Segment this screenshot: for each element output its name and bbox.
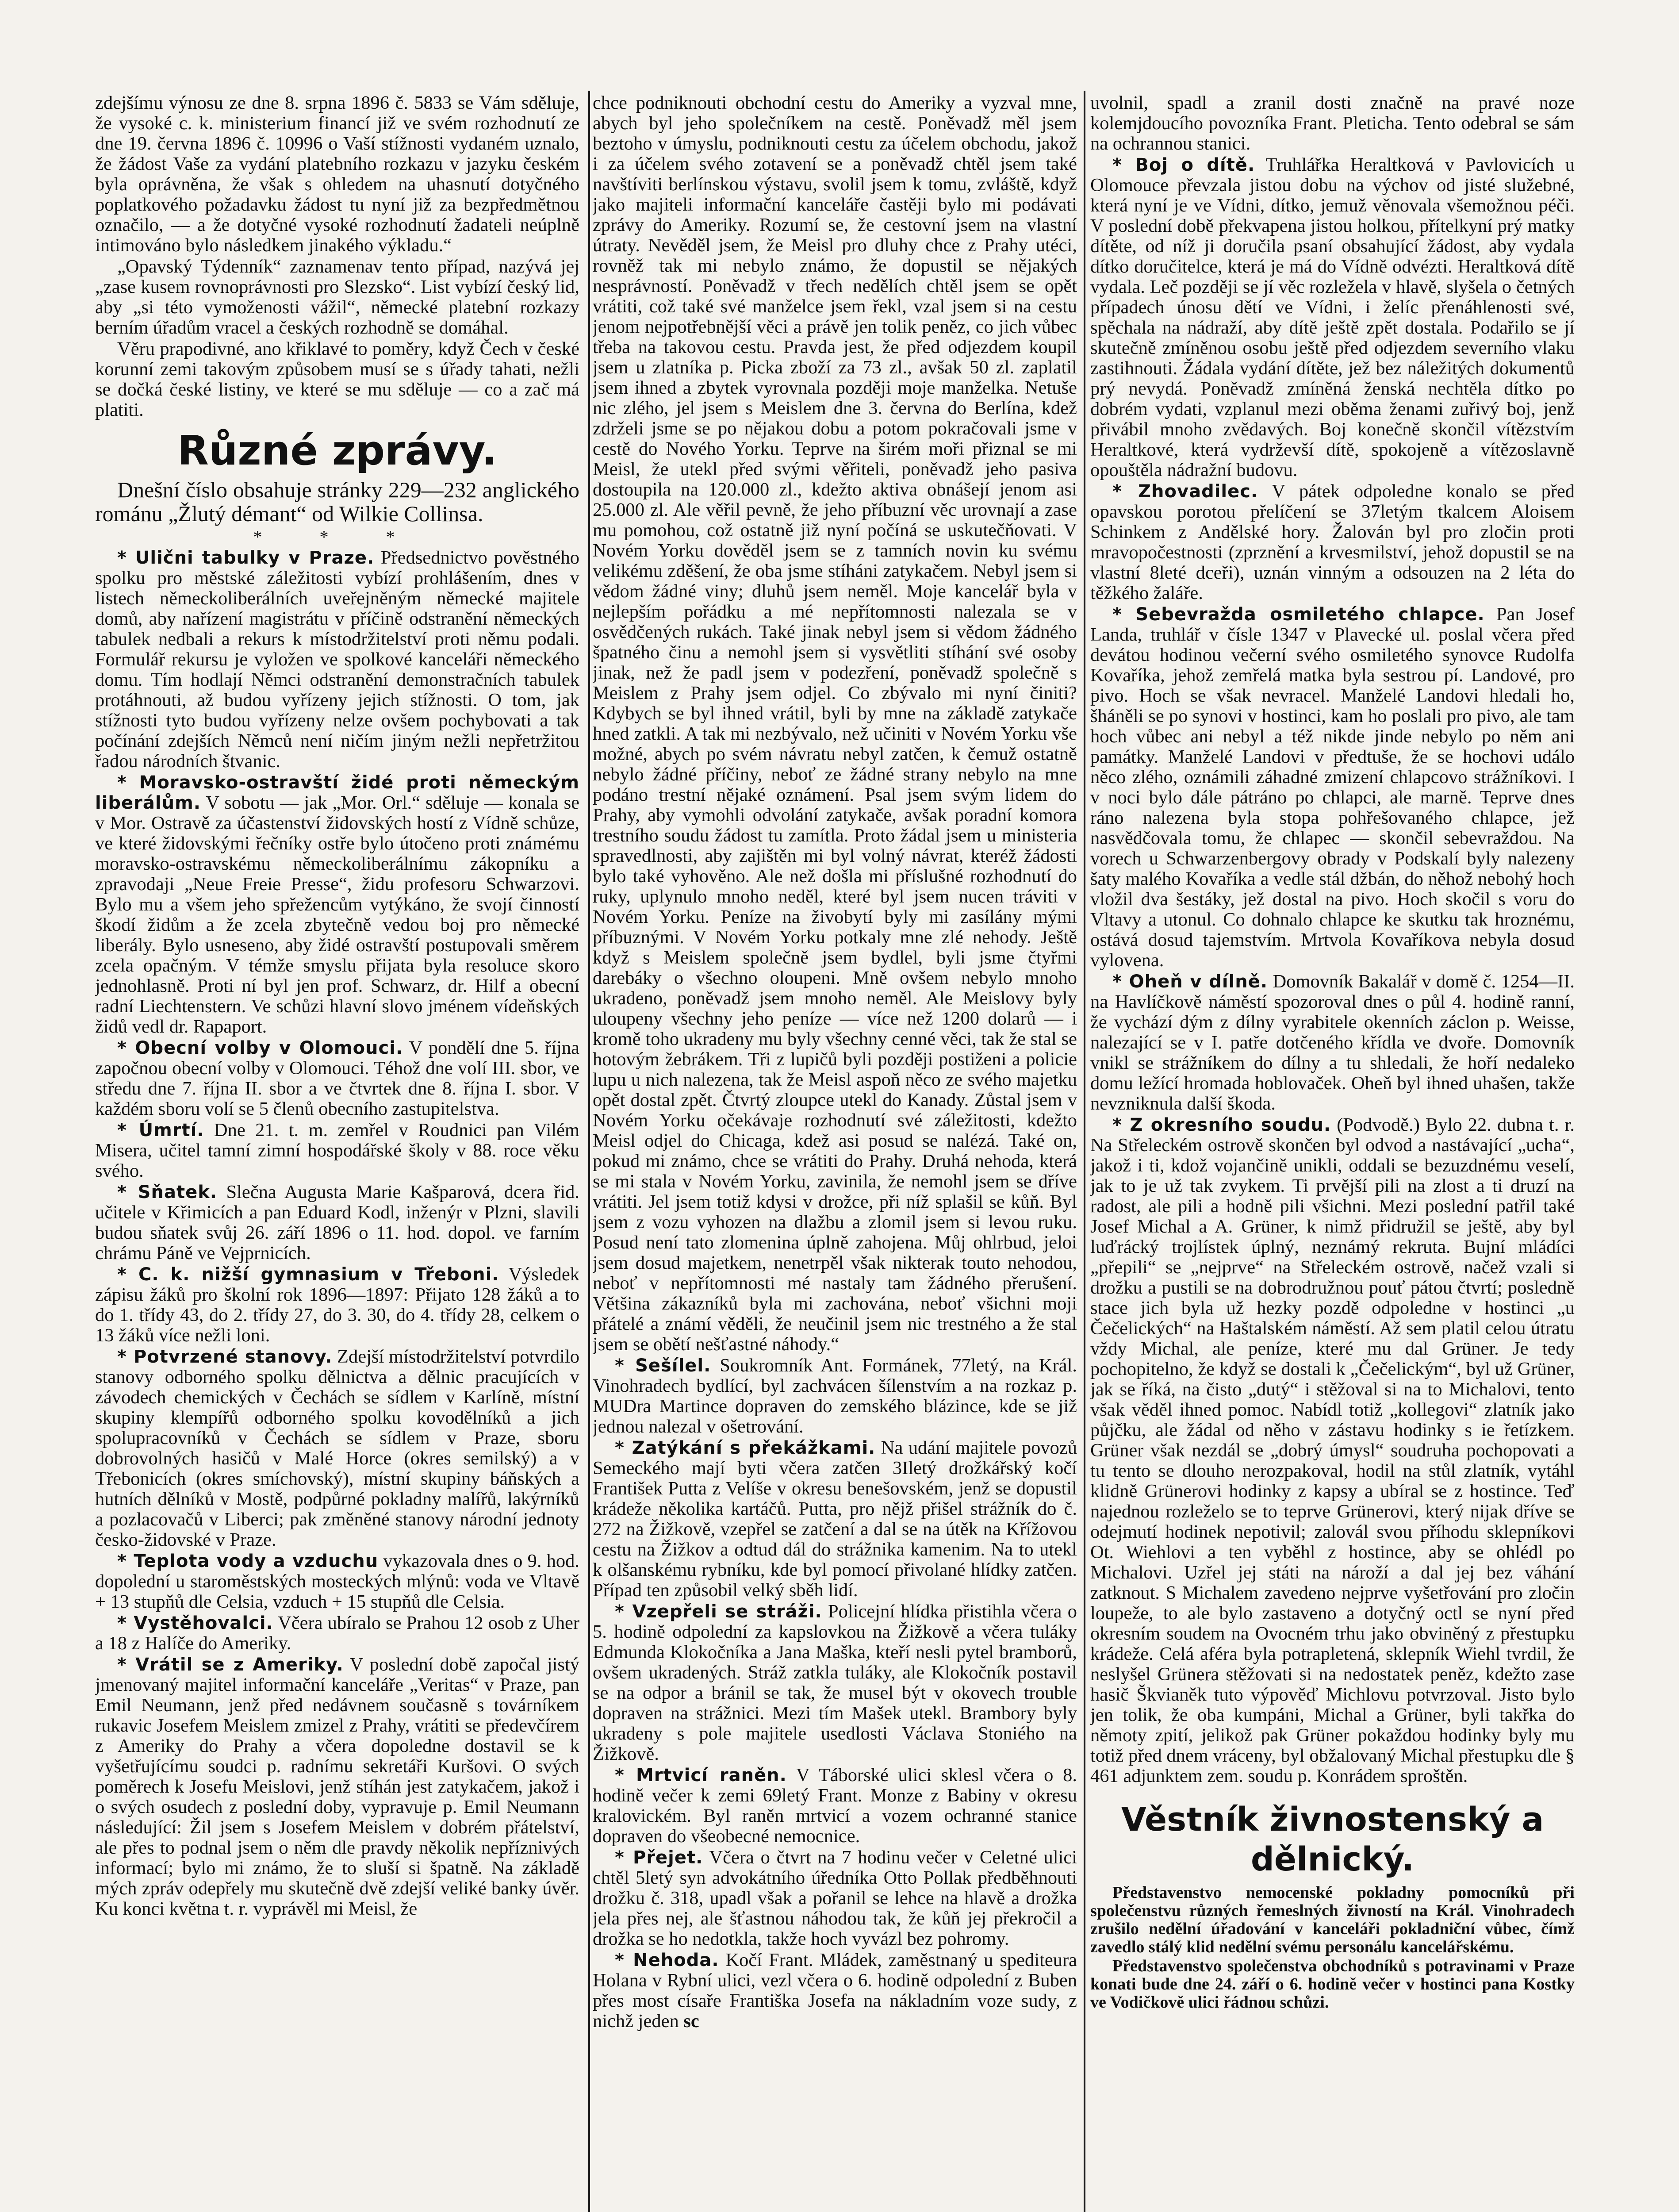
news-text: Domovník Bakalář v domě č. 1254—II. na Havlíčkově náměstí spozoroval dnes o půl 4. hodině ranní, že vychází dým z dílny vyrabitele okenních záclon p. Weisse, nalezající se v I. patře dotčeného křídla ve dvoře. Domovník vnikl se strážníkem do dílny a tu shledali, že hoří nedaleko domu ležící hromada hoblovaček. Oheň byl ihned uhašen, takže nevzniknula další škoda. xyxy=(1090,971,1575,1114)
news-headline: * C. k. nižší gymnasium v Třeboni. xyxy=(117,1264,499,1285)
news-text: Na udání majitele povozů Semeckého mají byti včera zatčen 3Iletý drožkářský kočí František Putta z Velíše v okresu benešovském, jenž se dopustil krádeže několika kartáčů. Putta, pro nějž přišel strážník do č. 272 na Žižkově, vzepřel se zatčení a dal se na útěk na Křížovou cestu na Žižkov a odtud dál do strážnika kamenim. Na to utekl k olšanskému rybníku, kde byl pomocí přivolané hlídky zatčen. Případ ten způsobil velký sběh lidí. xyxy=(593,1437,1077,1601)
news-headline: * Z okresního soudu. xyxy=(1112,1115,1331,1135)
news-text: Představenstvo nemocenské pokladny pomocníků při společenstvu různých řemeslných živností na Král. Vinohradech zrušilo nedělní úřadování v kanceláři pokladniční vůbec, čímž zavedlo stálý klid nedělní svému personálu kancelářskému. xyxy=(1090,1883,1575,1956)
news-text: Policejní hlídka přistihla včera o 5. hodině odpolední za kapslovkou na Žižkově a včera tuláky Edmunda Klokočníka a Jana Maška, kteří nesli pytel bramborů, ovšem ukradených. Stráž zatkla tuláky, ale Klokočník postavil se na odpor a bránil se tak, že musel být v okovech trouble dopraven na strážnici. Mezi tím Mašek utekl. Brambory byly ukradeny s pole majitele usedlosti Václava Stoniého na Žižkově. xyxy=(593,1601,1077,1764)
news-text: (Podvodě.) Bylo 22. dubna t. r. Na Střeleckém ostrově skončen byl odvod a nastávající „ucha“, jakož i ti, kdož vojančině unikli, oddali se bezuzdnému veselí, jak to je už tak zvykem. Ti prvější pili na zlost a ti druzí na radost, ale pili a hodně pili všichni. Mezi poslední patřil také Josef Michal a A. Grüner, k nimž přidružil se ještě, aby byl luďrácký trojlístek úplný, neznámý rekruta. Bujní mládíci „přepili“ se „nejprve“ na Střeleckém ostrově, načež vzali si drožku a pustili se na dobrodružnou pouť pátou čtvrtí; posledně stace jich byla už hezky pozdě odpoledne v hostinci „u Čečelických“ na Haštalském náměstí. Až sem platil celou útratu vždy Michal, ale peníze, které mu dal Grüner. Je tedy pochopitelno, že když se dostali k „Čečelickým“, byl už Grüner, jak se říká, na čisto „dutý“ i stěžoval si na to Michalovi, tento však věděl ihned pomoc. Nabídl totiž „kollegovi“ zlatník jako půjčku, ale žádal od něho v zástavu hodinky s ie řetízkem. Grüner však nezdál se „dobrý úmysl“ soudruha pochopovati a tu tento se dlouho nerozpakoval, hodil na stůl zlatník, vytáhl klidně Grünerovi hodinky z kapsy a ubíral se z hostince. Teď najednou rozleželo se to teprve Grünerovi, který nijak dříve se odejmutí hodinek nepotivil; zalovál svou příhodu sklepníkovi Ot. Wiehlovi a ten vyběhl z hostince, aby se ohlédl po Michalovi. Uzřel jej státi na nároží a dal jej bez váhání zatknout. S Michalem zavedeno nejprve vyšetřování pro zločin loupeže, to ale bylo zastaveno a dotyčný octl se nyní před okresním soudem na Ovocném trhu jako obviněný z přestupku krádeže. Celá aféra byla potrapletená, sklepník Wiehl tvrdil, že neslyšel Grünera stěžovati si na nedostatek peněz, kdežto zase hasič Škvianěk tuto výpověď Michlovu potvrzoval. Jisto bylo jen tolik, že oba kumpáni, Michal a Grüner, byli takřka do němoty zpití, jelikož pak Grüner pokaždou hodinky byly mu totiž před dnem vráceny, byl obžalovaný Michal přestupku dle § 461 adjunktem zem. soudu p. Konrádem sproštěn. xyxy=(1090,1114,1575,1786)
news-text: Slečna Augusta Marie Kašparová, dcera řid. učitele v Křimicích a pan Eduard Kodl, inženýr v Plzni, slavili budou sňatek svůj 26. září 1896 o 11. hod. dopol. ve farním chrámu Páně ve Vejprnicích. xyxy=(95,1182,579,1263)
news-headline: * Potvrzené stanovy. xyxy=(117,1347,333,1367)
news-text: Zdejší místodržitelství potvrdilo stanovy odborného spolku dělnictva a dělnic pracujících v závodech chemických v Čechách se sídlem v Karlíně, místní skupiny klempířů odborného spolku kovodělníků a jich spolupracovníků v Čechách se sídlem v Praze, sboru dobrovolných hasičů v Malé Horce (okres semilský) a v Třebonicích (okres smíchovský), místní skupiny báňských a hutních dělníků v Mostě, podpůrné pokladny malířů, lakýrníků a pozlacovačů v Liberci; pak změněné stanovy národní jednoty česko-židovské v Praze. xyxy=(95,1346,579,1550)
news-text: Předsednictvo pověstného spolku pro městské záležitosti vybízí prohlášením, dnes v listech německoliberálních uveřejněným německé majitele domů, aby nařízení magistrátu v příčině odstranění německých tabulek nedbali a rekurs k místodržitelství proti němu podali. Formulář rekursu je vyložen ve spolkové kanceláři německého domu. Tím hodlají Němci odstranění demonstračních tabulek protáhnouti, až budou vyřízeny jejich stížnosti. O tom, jak stížnosti tyto budou vyřízeny nelze ovšem pochybovati a tak počínání zdejších Němců není ničím jiným nežli nepřetržitou řadou národních štvanic. xyxy=(95,547,579,772)
news-headline: * Vystěhovalci. xyxy=(117,1613,273,1633)
news-headline: * Vzepřeli se stráži. xyxy=(615,1601,822,1622)
news-headline: * Sešílel. xyxy=(615,1356,711,1376)
column-rule xyxy=(1084,91,1085,2212)
page-number: sc xyxy=(683,2011,699,2032)
article-text: zdejšímu výnosu ze dne 8. srpna 1896 č. 5833 se Vám sděluje, že vysoké c. k. ministerium financí již ve svém rozhodnutí ze dne 19. června 1896 č. 10996 o Vaší stížnosti vydaném uznalo, že žádost Vaše za vydání platebního rozkazu v jazyku českém byla oprávněna, že však s ohledem na uhasnutí dotyčného poplatkového požadavku žádost tu nyní již za bezpředmětnou označilo, — a že dotyčné vysoké rozhodnutí žadateli neúplně intimováno bylo následkem jinakého výkladu.“ xyxy=(95,93,579,256)
news-text: Představenstvo společenstva obchodníků s potravinami v Praze konati bude dne 24. září o 6. hodině večer v hostinci pana Kostky ve Vodičkově ulici řádnou schůzi. xyxy=(1090,1957,1575,2012)
news-headline: * Teplota vody a vzduchu xyxy=(117,1551,379,1571)
news-text: Kočí Frant. Mládek, zaměstnaný u spediteura Holana v Rybní ulici, vezl včera o 6. hodině odpolední z Buben přes most císaře Františka Josefa na nákladním voze sudy, z nichž jeden xyxy=(593,1950,1077,2032)
news-text: Výsledek zápisu žáků pro školní rok 1896—1897: Přijato 128 žáků a to do 1. třídy 43, do 2. třídy 27, do 3. 30, do 4. třídy 28, celkem o 13 žáků více nežli loni. xyxy=(95,1264,579,1346)
news-headline: * Nehoda. xyxy=(615,1950,719,1970)
news-headline: * Oheň v dílně. xyxy=(1112,972,1268,992)
news-text: V pondělí dne 5. října započnou obecní volby v Olomouci. Téhož dne volí III. sbor, ve středu dne 7. října II. sbor a ve čtvrtek dne 8. října I. sbor. V každém sboru volí se 5 členů obecního zastupitelstva. xyxy=(95,1037,579,1119)
separator-stars: * * * xyxy=(253,527,422,547)
news-text: V pátek odpoledne konalo se před opavskou porotou přelíčení se 37letým tkalcem Aloisem Schinkem z Andělské hory. Žalován byl pro zločin proti mravopočestnosti (zprznění a krvesmilství, jehož dopustil se na vlastní 8leté dceři), uznán vinným a odsouzen na 2 léta do těžkého žaláře. xyxy=(1090,481,1575,603)
news-text: Dne 21. t. m. zemřel v Roudnici pan Vilém Misera, učitel tamní zimní hospodářské školy v 88. roce věku svého. xyxy=(95,1120,579,1181)
news-headline: * Sebevražda osmiletého chlapce. xyxy=(1112,604,1485,625)
column-rule xyxy=(588,91,590,2212)
article-text: chce podniknouti obchodní cestu do Ameriky a vyzval mne, abych byl jeho společníkem na cestě. Poněvadž měl jsem beztoho v úmyslu, podniknouti cestu za účelem obchodu, jakož i za účelem svého zotavení se a poněvadž chtěl jsem také navštíviti berlínskou výstavu, svolil jsem k tomu, zvláště, když jako majiteli informační kanceláře častěji bylo mi podávati zprávy do Ameriky. Rozumí se, že cestovní jsem na vlastní útraty. Nevěděl jsem, že Meisl pro dluhy chce z Prahy utéci, rovněž tak mi nebylo známo, že dopustil se nějakých nesprávností. Poněvadž v třech nedělích chtěl jsem se opět vrátiti, což také své manželce jsem řekl, vzal jsem si na cestu jenom nejpotřebnější věci a právě jen tolik peněz, co jich vůbec třeba na takovou cestu. Pravda jest, že před odjezdem koupil jsem u zlatníka p. Picka zboží za 73 zl., avšak 50 zl. zaplatil jsem ihned a zbytek vyrovnala později moje manželka. Netuše nic zlého, jel jsem s Meislem dne 3. června do Berlína, kdež zdrželi jsme se po nějakou dobu a potom pokračovali jsme v cestě do Nového Yorku. Teprve na širém moři přiznal se mi Meisl, že utekl před svými věřiteli, poněvadž jeho pasiva dostoupila na 120.000 zl., kdežto aktiva obnášejí jenom asi 25.000 zl. Ale věřil pevně, že jeho příbuzní věc urovnají a zase mu pomohou, což ostatně již nyní počíná se uskutečňovati. V Novém Yorku dověděl jsem se z tamních novin ku svému velikému zděšení, že oba jsme stíháni zatykačem. Nebyl jsem si vědom žádné viny; dluhů jsem neměl. Moje kancelář byla v nejlepším pořádku a mé nepřítomnosti nalezala se v osvědčených rukách. Také jinak nebyl jsem si vědom žádného špatného činu a nemohl jsem si vysvětliti stíhání své osoby jinak, než že padl jsem v podezření, poněvadž společně s Meislem z Prahy jsem odjel. Co zbývalo mi nyní činiti? Kdybych se byl ihned vrátil, byli by mne na základě zatykače hned zatkli. A tak mi nezbývalo, než učiniti v Novém Yorku vše možné, abych po svém návratu nebyl zatčen, k čemuž ostatně nebylo žádné příčiny, neboť ze žádné strany nebylo na mne podáno trestní nějaké oznámení. Psal jsem svým lidem do Prahy, aby vymohli odvolání zatykače, avšak poradní komora trestního soudu žádost tu zamítla. Proto žádal jsem u ministeria spravedlnosti, aby zajištěn mi byl volný návrat, kteréž žádosti bylo také vyhověno. Ale než došla mi příslušné rozhodnutí do ruky, uplynulo mnoho neděl, které byl jsem nucen tráviti v Novém Yorku. Peníze na živobytí byly mi zasílány mými příbuznými. V Novém Yorku potkaly mne zlé nehody. Ještě když s Meislem společně jsem bydlel, byli jsme čtyřmi darebáky o všechno oloupeni. Mně ovšem nebylo mnoho ukradeno, poněvadž jsem mnoho neměl. Ale Meislovy byly uloupeny všechny jeho peníze — více než 1200 dolarů — i kromě toho ukradeny mu byly všechny cenné věci, tak že stal se hotovým žebrákem. Tři z lupičů byli později postiženi a policie lupu u nich nalezena, tak že Meisl aspoň něco ze svého majetku opět dostal zpět. Čtvrtý zloupce utekl do Kanady. Zůstal jsem v Novém Yorku očekávaje rozhodnutí své záležitosti, kdežto Meisl odjel do Chicaga, kdež asi posud se nalézá. Také on, pokud mi známo, chce se vrátiti do Prahy. Druhá nehoda, která se mi stala v Novém Yorku, zavinila, že nemohl jsem se dříve vrátiti. Jel jsem totiž kdysi v drožce, při níž splašil se kůň. Byl jsem z vozu vyhozen na dlažbu a zlomil jsem si levou ruku. Posud není tato zlomenina úplně zahojena. Můj ohlrbud, jeloi jsem dosud majetkem, nenetrpěl však nikterak touto nehodou, neboť v nepřítomnosti mé nastaly tam žádného přerušení. Většina zákazníků byla mi zachována, neboť všichni moji přátelé a známí věděli, že neučinil jsem nic trestného a že stal jsem se obětí nešťastné náhody.“ xyxy=(593,93,1077,1355)
column-1 xyxy=(95,93,579,2212)
news-headline: * Zhovadilec. xyxy=(1112,481,1258,502)
news-headline: * Mrtvicí raněn. xyxy=(615,1765,787,1786)
news-headline: * Přejet. xyxy=(615,1847,703,1868)
news-headline: * Ulični tabulky v Praze. xyxy=(117,548,375,568)
news-text: V sobotu — jak „Mor. Orl.“ sděluje — konala se v Mor. Ostravě za účastenství židovských hostí z Vídně schůze, ve které židovskými řečníky ostře bylo útočeno proti známému moravsko-ostravskému německoliberálnímu zákopníku a zpravodaji „Neue Freie Presse“, židu profesoru Schwarzovi. Bylo mu a všem jeho spřežencům vytýkáno, že svojí činností škodí židům a že zcela zbytečně vedou boj pro německé liberály. Bylo usneseno, aby židé ostravští postupovali směrem zcela opačným. V témže smyslu přijata byla resoluce skoro jednohlasně. Proti ní byl jen prof. Schwarz, dr. Hilf a obecní radní Liechtenstern. Ve schůzi hlavní slovo jménem vídeňských židů vedl dr. Rapaport. xyxy=(95,792,579,1037)
news-text: Soukromník Ant. Formánek, 77letý, na Král. Vinohradech bydlící, byl zachvácen šílenstvím a na rozkaz p. MUDra Martince dopraven do zemského blázince, kde se již jednou nalezal v ošetrování. xyxy=(593,1355,1077,1437)
news-headline: * Úmrtí. xyxy=(117,1120,204,1141)
news-text: Truhlářka Heraltková v Pavlovicích u Olomouce převzala jistou dobu na výchov od jisté služebné, která nyní je ve Vídni, dítko, jemuž věnovala všemožnou péči. V poslední době překvapena jistou holkou, přítelkyní prý matky dítěte, od níž ji doručila psaní obsahující žádost, aby vydala dítko doručitelce, která je má do Vídně odvézti. Heraltková dítě vydala. Leč později se jí věc rozležela v hlavě, slyšela o četných případech únosu dětí ve Vídni, i želíc přenáhlenosti své, spěchala na nádraží, aby dítě ještě zpět dostala. Podařilo se jí skutečně zmíněnou osobu ještě před odjezdem severního vlaku zastihnouti. Žádala vydání dítěte, jež bez náležitých dokumentů prý nevydá. Poněvadž zmíněná ženská nechtěla dítko po dobrém vydati, vzplanul mezi oběma ženami zuřivý boj, jenž přivábil mnoho zvědavých. Boj konečně skončil vítězstvím Heraltkové, která vydrževší dítě, spokojeně a vítězoslavně opouštěla nádražní budovu. xyxy=(1090,154,1575,480)
news-text: Včera o čtvrt na 7 hodinu večer v Celetné ulici chtěl 5letý syn advokátního úředníka Otto Pollak předběhnouti drožku č. 318, upadl však a pořanil se lehce na hlavě a drožka jela přes nej, ale šťastnou náhodou tak, že kůň jej překročil a drožka se ho nedotkla, takže hoch vyvázl bez pohromy. xyxy=(593,1847,1077,1949)
news-text: V poslední době započal jistý jmenovaný majitel informační kanceláře „Veritas“ v Praze, pan Emil Neumann, jenž před nedávnem současně s továrníkem rukavic Josefem Meislem zmizel z Prahy, vrátiti se předevčírem z Ameriky do Prahy a včera dopoledne dostavil se k vyšetřujícímu soudci p. radnímu sekretáři Kuršovi. O svých poměrech k Josefu Meislovi, jenž stíhán jest zatykačem, jakož i o svých osudech z poslední doby, vypravuje p. Emil Neumann následující: Žil jsem s Josefem Meislem v dobrém přátelství, ale přes to podnal jsem o něm dle pravdy několik nepříznivých informací; bylo mi známo, že to sluší si špatně. Na základě mých zpráv odepřely mu skutečně dvě zdejší veliké banky úvěr. Ku konci května t. r. vyprávěl mi Meisl, že xyxy=(95,1654,579,1919)
news-text: V Táborské ulici sklesl včera o 8. hodině večer k zemi 69letý Frant. Monze z Babiny v okresu kralovickém. Byl raněn mrtvicí a vozem ochranné stanice dopraven do všeobecné nemocnice. xyxy=(593,1765,1077,1847)
news-text: vykazovala dnes o 9. hod. dopolední u staroměstských mosteckých mlýnů: voda ve Vltavě + 13 stupňů dle Celsia, vzduch + 15 stupňů dle Celsia. xyxy=(95,1551,579,1612)
news-text: Včera ubíralo se Prahou 12 osob z Uher a 18 z Halíče do Ameriky. xyxy=(95,1613,579,1654)
column-3 xyxy=(1090,93,1575,2212)
news-headline: * Moravsko-ostravští židé proti německým liberálům. xyxy=(95,772,579,813)
news-headline: * Boj o dítě. xyxy=(1112,155,1255,175)
section-heading: Věstník živnostenský a dělnický. xyxy=(1121,1801,1544,1878)
news-headline: * Sňatek. xyxy=(117,1182,218,1202)
news-headline: * Obecní volby v Olomouci. xyxy=(117,1038,403,1058)
article-text: Věru prapodivné, ano křiklavé to poměry, když Čech v české korunní zemi takovým způsobem musí se s úřady tahati, nežli se dočká české listiny, ve které se mu sděluje — co a zač má platiti. xyxy=(95,338,579,420)
column-2 xyxy=(593,93,1077,2212)
news-text: Pan Josef Landa, truhlář v čísle 1347 v Plavecké ul. poslal včera před devátou hodinou večerní svého osmiletého synovce Rudolfa Kovaříka, jehož zemřelá matka byla sestrou pí. Landové, pro pivo. Hoch se však nevracel. Manželé Landovi hledali ho, šháněli se po synovi v hostinci, kam ho poslali pro pivo, ale tam hoch vůbec ani nebyl a též nikde jinde nebylo po něm ani památky. Manželé Landovi v předtuše, že se hochovi událo něco zlého, oznámili záhadné zmizení chlapcovo strážníkovi. I v noci bylo dále pátráno po chlapci, ale marně. Teprve dnes ráno nalezena byla stopa pohřešovaného chlapce, jež nasvědčovala tomu, že chlapec — skončil sebevraždou. Na vorech u Schwarzenbergovy obrady v Podskalí byly nalezeny šaty malého Kovaříka a vedle stál džbán, do něhož nebohý hoch vložil dva šestáky, jež dostal na pivo. Hoch skočil s voru do Vltavy a utonul. Co dohnalo chlapce ke skutku tak hroznému, ostává dosud tajemstvím. Mrtvola Kovaříkova nebyla dosud vylovena. xyxy=(1090,604,1575,971)
article-text: „Opavský Týdenník“ zaznamenav tento případ, nazývá jej „zase kusem rovnoprávnosti pro Slezsko“. List vybízí český lid, aby „si této vymoženosti vážil“, německé platební rozkazy berním úřadům vracel a českých rozhodně se domáhal. xyxy=(95,256,579,338)
intro-text: Dnešní číslo obsahuje stránky 229—232 anglického románu „Žlutý démant“ od Wilkie Collinsa. xyxy=(95,477,579,526)
news-headline: * Vrátil se z Ameriky. xyxy=(117,1655,344,1675)
news-headline: * Zatýkání s překážkami. xyxy=(615,1438,876,1458)
article-text: uvolnil, spadl a zranil dosti značně na pravé noze kolemjdoucího povozníka Frant. Pleticha. Tento odebral se sám na ochrannou stanici. xyxy=(1090,93,1575,154)
section-heading: Různé zprávy. xyxy=(177,427,498,474)
